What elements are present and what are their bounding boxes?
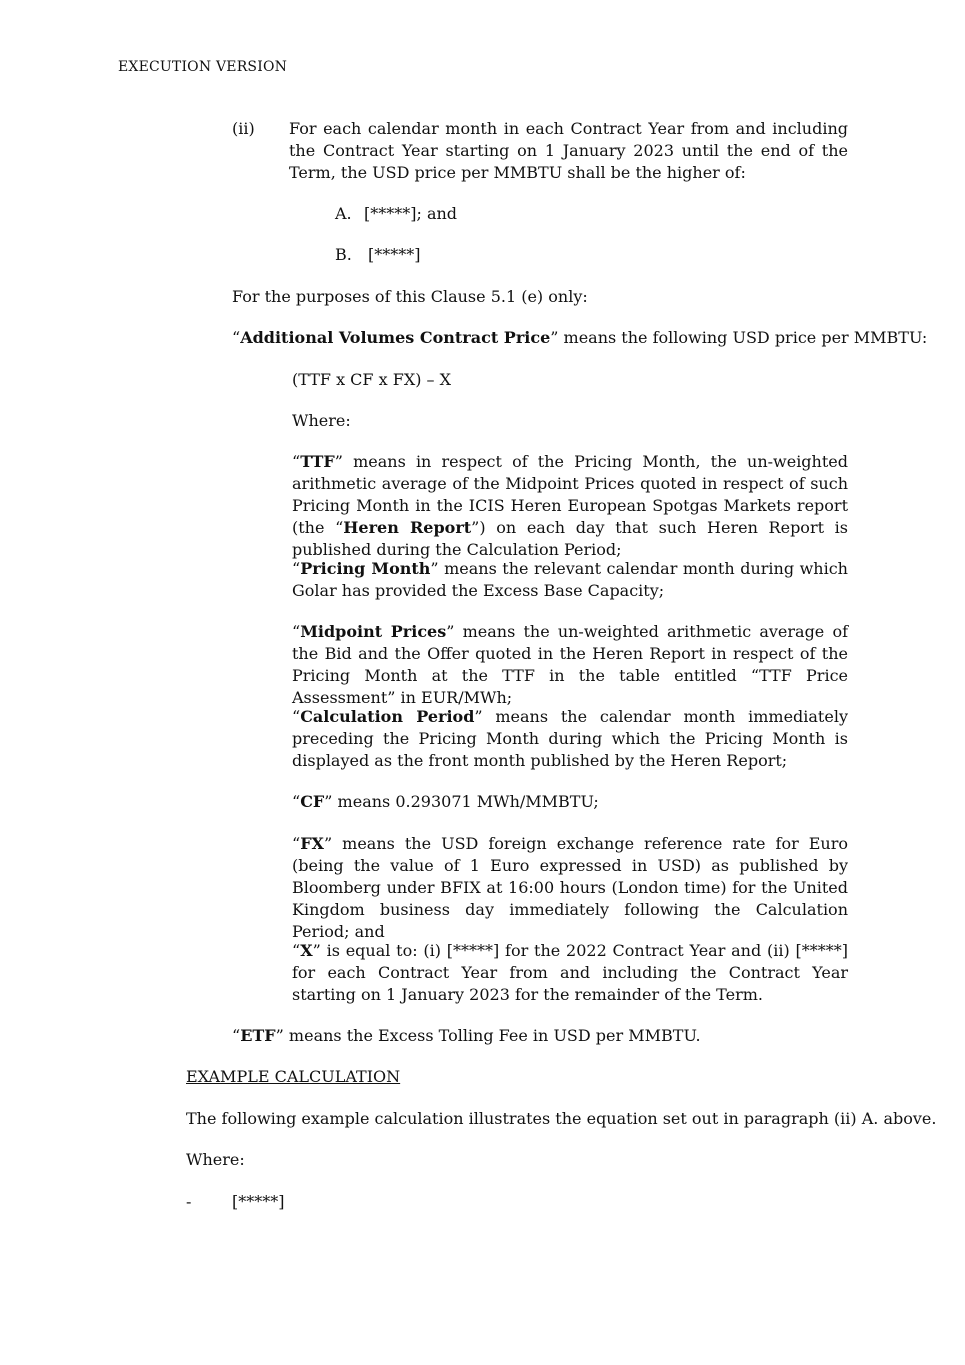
execution-version-header: EXECUTION VERSION	[118, 59, 288, 75]
cf-text: ” means 0.293071 MWh/MMBTU;	[324, 792, 599, 811]
example-heading: EXAMPLE CALCULATION	[186, 1067, 401, 1086]
etf-text: ” means the Excess Tolling Fee in USD per MMBTU.	[275, 1026, 701, 1045]
term-ttf: TTF	[300, 452, 335, 471]
ttf-text-1: ” means in respect of the Pricing Month, the un-weighted arithmetic average of the Midpoint Prices quoted in respect of such Pricing Month in the ICIS Heren European Spotgas Markets report (the “	[292, 452, 848, 537]
open-quote: “	[232, 328, 241, 347]
example-intro: The following example calculation illustrates the equation set out in paragraph (ii) A. above.	[186, 1109, 937, 1128]
term-x: X	[300, 941, 313, 960]
definition-fx: “FX” means the USD foreign exchange reference rate for Euro (being the value of 1 Euro expressed in USD) as published by Bloomberg under BFIX at 16:00 hours (London time) for the United Kingdom business day immediately following the Calculation Period; and	[292, 834, 848, 941]
pricing-month-text: ” means the relevant calendar month during which Golar has provided the Excess Base Capacity;	[292, 559, 848, 600]
clause-number: (ii)	[232, 119, 255, 138]
example-where: Where:	[186, 1150, 245, 1169]
calculation-period-text: ” means the calendar month immediately preceding the Pricing Month during which the Pricing Month is displayed as the front month published by the Heren Report;	[292, 707, 848, 770]
term-midpoint-prices: Midpoint Prices	[300, 622, 447, 641]
term-pricing-month: Pricing Month	[300, 559, 431, 578]
term-fx: FX	[300, 834, 324, 853]
midpoint-prices-text: ” means the un-weighted arithmetic average of the Bid and the Offer quoted in the Heren Report in respect of the Pricing Month at the TTF in the table entitled “TTF Price Assessment” in EUR/MWh;	[292, 622, 848, 707]
definition-calculation-period: “Calculation Period” means the calendar month immediately preceding the Pricing Month during which the Pricing Month is displayed as the front month published by the Heren Report;	[292, 707, 848, 770]
fx-text: ” means the USD foreign exchange reference rate for Euro (being the value of 1 Euro expressed in USD) as published by Bloomberg under BFIX at 16:00 hours (London time) for the United Kingdom business day immediately following the Calculation Period; and	[292, 834, 848, 941]
avcp-rest: ” means the following USD price per MMBTU:	[550, 328, 928, 347]
option-b-label: B.	[335, 245, 352, 264]
option-b-text: [*****]	[368, 245, 421, 264]
definition-etf: “ETF” means the Excess Tolling Fee in USD per MMBTU.	[232, 1026, 701, 1045]
ttf-text-2: ”) on each day that such Heren Report is published during the Calculation Period;	[292, 518, 849, 559]
bullet-dash: -	[186, 1192, 192, 1211]
term-heren-report: Heren Report	[343, 518, 472, 537]
bullet-text: [*****]	[232, 1192, 285, 1211]
definition-pricing-month: “Pricing Month” means the relevant calendar month during which Golar has provided the Excess Base Capacity;	[292, 559, 848, 600]
formula: (TTF x CF x FX) – X	[292, 370, 452, 389]
avcp-term: Additional Volumes Contract Price	[240, 328, 551, 347]
avcp-definition	[232, 327, 927, 349]
definition-midpoint-prices: “Midpoint Prices” means the un-weighted arithmetic average of the Bid and the Offer quoted in the Heren Report in respect of the Pricing Month at the TTF in the table entitled “TTF Price Assessment” in EUR/MWh;	[292, 622, 848, 707]
clause-text: For each calendar month in each Contract Year from and including the Contract Year starting on 1 January 2023 until the end of the Term, the USD price per MMBTU shall be the higher of:	[289, 119, 848, 182]
term-cf: CF	[300, 792, 325, 811]
definition-ttf: “TTF” means in respect of the Pricing Month, the un-weighted arithmetic average of the Midpoint Prices quoted in respect of such Pricing Month in the ICIS Heren European Spotgas Markets report (the “Heren Report”) on each day that such Heren Report is published during the Calculation Period;	[292, 452, 849, 559]
definition-cf: “CF” means 0.293071 MWh/MMBTU;	[292, 792, 599, 811]
where-label: Where:	[292, 411, 351, 430]
option-a-label: A.	[335, 204, 352, 223]
definition-x: “X” is equal to: (i) [*****] for the 2022 Contract Year and (ii) [*****] for each Contract Year from and including the Contract Year starting on 1 January 2023 for the remainder of the Term.	[292, 941, 848, 1004]
option-a-text: [*****]; and	[364, 204, 458, 223]
term-calculation-period: Calculation Period	[300, 707, 475, 726]
purposes-line: For the purposes of this Clause 5.1 (e) only:	[232, 287, 588, 306]
x-text: ” is equal to: (i) [*****] for the 2022 Contract Year and (ii) [*****] for each Contract Year from and including the Contract Year starting on 1 January 2023 for the remainder of the Term.	[292, 941, 848, 1004]
term-etf: ETF	[240, 1026, 276, 1045]
